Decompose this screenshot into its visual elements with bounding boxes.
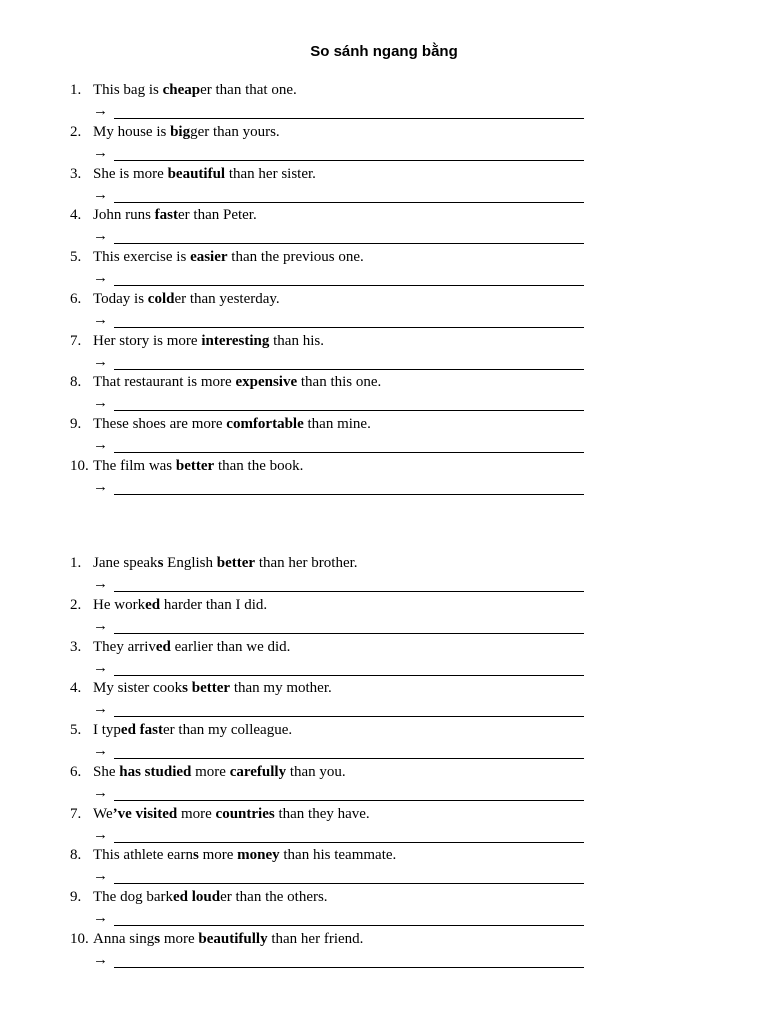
- sentence-fragment: This athlete earn: [93, 847, 193, 864]
- question-line: [70, 373, 381, 392]
- bold-keyword: beautiful: [167, 165, 226, 182]
- item-number: 7.: [70, 332, 82, 349]
- answer-line: [93, 394, 584, 413]
- sentence-fragment: The dog bark: [93, 889, 173, 905]
- answer-line: [93, 575, 584, 594]
- sentence-fragment: I typ: [93, 722, 121, 738]
- exercise-1-list: [70, 81, 590, 499]
- question-line: [70, 888, 328, 907]
- sentence-fragment: English: [163, 555, 217, 571]
- exercise-item: [70, 805, 590, 847]
- question-text: [93, 249, 364, 265]
- question-text: [93, 124, 280, 140]
- question-text: [93, 166, 316, 182]
- sentence-fragment: harder than I did.: [160, 596, 268, 613]
- sentence-fragment: than his teammate.: [279, 847, 397, 864]
- answer-blank[interactable]: [114, 716, 584, 717]
- exercise-item: [70, 373, 590, 415]
- item-number: 8.: [70, 847, 82, 864]
- answer-line: [93, 311, 584, 330]
- answer-line: [93, 478, 584, 497]
- exercise-item: [70, 332, 590, 374]
- item-number: 9.: [70, 889, 82, 905]
- exercise-item: [70, 248, 590, 290]
- sentence-fragment: than his.: [269, 332, 324, 349]
- answer-line: [93, 951, 584, 970]
- bold-keyword: big: [170, 123, 191, 140]
- answer-line: [93, 353, 584, 372]
- right-arrow-icon: →: [93, 311, 108, 328]
- answer-blank[interactable]: [114, 925, 584, 926]
- sentence-fragment: My sister cook: [93, 680, 183, 697]
- question-line: [70, 123, 280, 142]
- question-text: [93, 597, 267, 613]
- exercise-item: [70, 81, 590, 123]
- sentence-fragment: than they have.: [274, 805, 370, 822]
- question-line: [70, 206, 257, 225]
- right-arrow-icon: →: [93, 826, 108, 843]
- sentence-fragment: than her sister.: [225, 165, 316, 182]
- bold-keyword: money: [237, 847, 280, 864]
- bold-keyword: has studied: [119, 763, 192, 780]
- sentence-fragment: than this one.: [297, 374, 382, 391]
- sentence-fragment: than mine.: [303, 416, 371, 432]
- item-number: 10.: [70, 930, 89, 947]
- exercise-item: [70, 123, 590, 165]
- sentence-fragment: My house is: [93, 123, 171, 140]
- question-line: [70, 763, 346, 782]
- answer-blank[interactable]: [114, 800, 584, 801]
- question-text: [93, 639, 290, 655]
- sentence-fragment: ger than yours.: [190, 123, 280, 140]
- sentence-fragment: That restaurant is more: [93, 374, 236, 391]
- answer-line: [93, 784, 584, 803]
- answer-blank[interactable]: [114, 243, 584, 244]
- bold-keyword: comfortable: [226, 416, 304, 432]
- exercise-item: [70, 415, 590, 457]
- right-arrow-icon: →: [93, 144, 108, 161]
- question-text: [93, 333, 324, 349]
- sentence-fragment: This exercise is: [93, 249, 191, 265]
- bold-keyword: s: [157, 555, 164, 571]
- answer-blank[interactable]: [114, 842, 584, 843]
- bold-keyword: ed: [155, 638, 171, 655]
- answer-line: [93, 436, 584, 455]
- item-number: 5.: [70, 722, 82, 738]
- sentence-fragment: These shoes are more: [93, 416, 227, 432]
- question-text: [93, 931, 363, 947]
- question-line: [70, 415, 371, 434]
- answer-blank[interactable]: [114, 410, 584, 411]
- question-line: [70, 638, 290, 657]
- sentence-fragment: She: [93, 763, 120, 780]
- answer-blank[interactable]: [114, 494, 584, 495]
- question-line: [70, 721, 292, 740]
- item-number: 4.: [70, 680, 82, 697]
- right-arrow-icon: →: [93, 868, 108, 885]
- sentence-fragment: er than that one.: [200, 82, 297, 98]
- answer-blank[interactable]: [114, 327, 584, 328]
- bold-keyword: cheap: [162, 82, 201, 98]
- item-number: 3.: [70, 638, 82, 655]
- question-line: [70, 457, 303, 476]
- sentence-fragment: John runs: [93, 207, 155, 224]
- question-text: [93, 82, 297, 98]
- question-line: [70, 805, 370, 824]
- right-arrow-icon: →: [93, 576, 108, 592]
- sentence-fragment: Jane speak: [93, 555, 158, 571]
- question-line: [70, 332, 324, 351]
- item-number: 6.: [70, 290, 82, 307]
- bold-keyword: ed: [145, 596, 161, 613]
- sentence-fragment: Anna sing: [93, 930, 155, 947]
- bold-keyword: beautifully: [198, 930, 268, 947]
- item-number: 7.: [70, 805, 82, 822]
- right-arrow-icon: →: [93, 353, 108, 370]
- exercise-item: [70, 596, 590, 638]
- exercise-item: [70, 763, 590, 805]
- answer-blank[interactable]: [114, 883, 584, 884]
- right-arrow-icon: →: [93, 103, 108, 119]
- sentence-fragment: Her story is more: [93, 332, 202, 349]
- right-arrow-icon: →: [93, 437, 108, 453]
- question-text: [93, 207, 257, 223]
- sentence-fragment: more: [177, 805, 216, 822]
- question-text: [93, 458, 303, 474]
- bold-keyword: fast: [154, 207, 178, 224]
- right-arrow-icon: →: [93, 784, 108, 801]
- question-text: [93, 555, 358, 571]
- right-arrow-icon: →: [93, 910, 108, 926]
- item-number: 9.: [70, 416, 82, 432]
- sentence-fragment: more: [160, 930, 199, 947]
- sentence-fragment: The film was: [93, 457, 176, 474]
- item-number: 6.: [70, 763, 82, 780]
- item-number: 4.: [70, 207, 82, 224]
- exercise-item: [70, 888, 590, 930]
- right-arrow-icon: →: [93, 951, 108, 968]
- sentence-fragment: He work: [93, 596, 146, 613]
- question-line: [70, 554, 358, 573]
- sentence-fragment: than you.: [286, 763, 346, 780]
- sentence-fragment: er than yesterday.: [174, 290, 280, 307]
- sentence-fragment: Today is: [93, 290, 148, 307]
- sentence-fragment: than my mother.: [230, 680, 332, 697]
- answer-blank[interactable]: [114, 369, 584, 370]
- answer-blank[interactable]: [114, 591, 584, 592]
- answer-line: [93, 617, 584, 636]
- bold-keyword: s: [192, 847, 199, 864]
- question-line: [70, 846, 396, 865]
- question-text: [93, 722, 292, 738]
- question-line: [70, 81, 297, 100]
- answer-line: [93, 867, 584, 886]
- exercise-item: [70, 290, 590, 332]
- exercise-item: [70, 638, 590, 680]
- answer-line: [93, 659, 584, 678]
- right-arrow-icon: →: [93, 659, 108, 676]
- bold-keyword: ed fast: [120, 722, 163, 738]
- item-number: 1.: [70, 555, 82, 571]
- sentence-fragment: She is more: [93, 165, 168, 182]
- question-line: [70, 596, 267, 615]
- sentence-fragment: er than my colleague.: [163, 722, 293, 738]
- item-number: 5.: [70, 249, 82, 265]
- answer-line: [93, 227, 584, 246]
- answer-blank[interactable]: [114, 160, 584, 161]
- item-number: 10.: [70, 457, 89, 474]
- item-number: 8.: [70, 374, 82, 391]
- bold-keyword: s better: [182, 680, 231, 697]
- sentence-fragment: than her friend.: [267, 930, 364, 947]
- item-number: 2.: [70, 596, 82, 613]
- exercise-item: [70, 679, 590, 721]
- question-text: [93, 291, 280, 307]
- sentence-fragment: more: [198, 847, 238, 864]
- exercise-item: [70, 846, 590, 888]
- bold-keyword: easier: [190, 249, 228, 265]
- exercise-2-list: [70, 554, 590, 972]
- question-text: [93, 680, 332, 696]
- sentence-fragment: This bag is: [93, 82, 163, 98]
- sentence-fragment: than the previous one.: [227, 249, 364, 265]
- answer-blank[interactable]: [114, 633, 584, 634]
- answer-blank[interactable]: [114, 967, 584, 968]
- right-arrow-icon: →: [93, 270, 108, 286]
- answer-blank[interactable]: [114, 285, 584, 286]
- bold-keyword: ed loud: [172, 889, 221, 905]
- sentence-fragment: than the book.: [214, 457, 304, 474]
- answer-blank[interactable]: [114, 758, 584, 759]
- sentence-fragment: earlier than we did.: [170, 638, 291, 655]
- answer-blank[interactable]: [114, 452, 584, 453]
- sentence-fragment: They arriv: [93, 638, 156, 655]
- answer-line: [93, 909, 584, 928]
- answer-line: [93, 102, 584, 121]
- item-number: 1.: [70, 82, 82, 98]
- bold-keyword: carefully: [229, 763, 287, 780]
- question-text: [93, 806, 370, 822]
- answer-line: [93, 826, 584, 845]
- right-arrow-icon: →: [93, 395, 108, 412]
- right-arrow-icon: →: [93, 701, 108, 718]
- bold-keyword: countries: [215, 805, 275, 822]
- question-line: [70, 248, 364, 267]
- sentence-fragment: than her brother.: [255, 555, 358, 571]
- bold-keyword: ’ve visited: [112, 805, 178, 822]
- right-arrow-icon: →: [93, 228, 108, 245]
- bold-keyword: s: [154, 930, 161, 947]
- exercise-item: [70, 721, 590, 763]
- item-number: 2.: [70, 123, 82, 140]
- exercise-item: [70, 930, 590, 972]
- answer-line: [93, 144, 584, 163]
- question-text: [93, 847, 396, 863]
- sentence-fragment: more: [191, 763, 230, 780]
- sentence-fragment: We: [93, 805, 113, 822]
- right-arrow-icon: →: [93, 186, 108, 203]
- answer-blank[interactable]: [114, 675, 584, 676]
- bold-keyword: better: [216, 555, 256, 571]
- answer-blank[interactable]: [114, 202, 584, 203]
- question-text: [93, 764, 346, 780]
- bold-keyword: cold: [147, 290, 175, 307]
- question-line: [70, 165, 316, 184]
- right-arrow-icon: →: [93, 478, 108, 495]
- bold-keyword: better: [175, 457, 215, 474]
- exercise-item: [70, 165, 590, 207]
- right-arrow-icon: →: [93, 617, 108, 634]
- question-text: [93, 889, 328, 905]
- sentence-fragment: er than the others.: [220, 889, 328, 905]
- right-arrow-icon: →: [93, 743, 108, 759]
- question-line: [70, 930, 363, 949]
- item-number: 3.: [70, 165, 82, 182]
- page-title: So sánh ngang bằng: [310, 43, 458, 60]
- question-text: [93, 374, 381, 390]
- answer-line: [93, 700, 584, 719]
- bold-keyword: expensive: [235, 374, 298, 391]
- answer-line: [93, 742, 584, 761]
- question-text: [93, 416, 371, 432]
- answer-blank[interactable]: [114, 118, 584, 119]
- exercise-item: [70, 457, 590, 499]
- bold-keyword: interesting: [201, 332, 270, 349]
- question-line: [70, 679, 332, 698]
- answer-line: [93, 186, 584, 205]
- sentence-fragment: er than Peter.: [178, 207, 257, 224]
- exercise-item: [70, 206, 590, 248]
- answer-line: [93, 269, 584, 288]
- exercise-item: [70, 554, 590, 596]
- question-line: [70, 290, 280, 309]
